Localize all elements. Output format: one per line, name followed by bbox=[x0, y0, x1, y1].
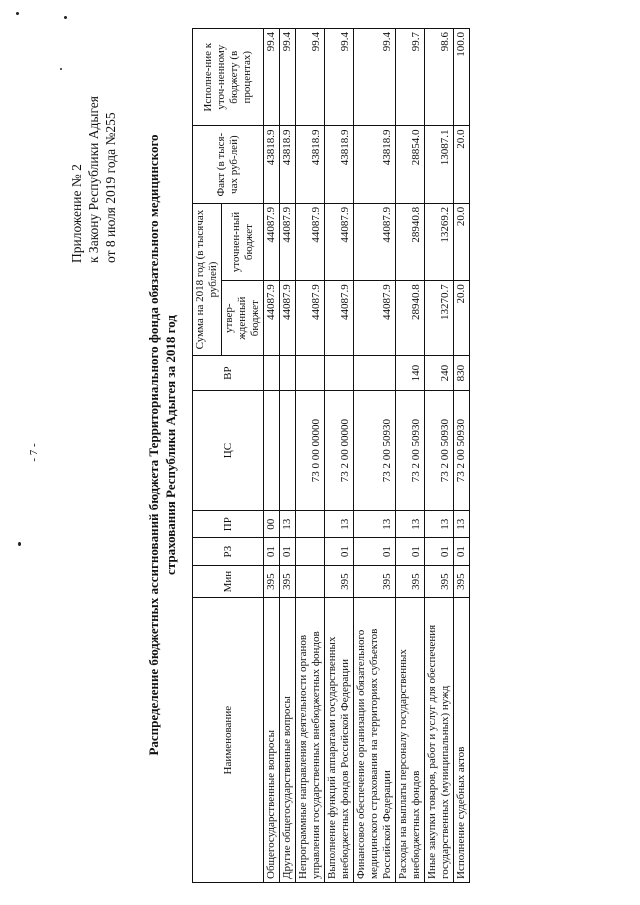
cell-approved: 44087.9 bbox=[296, 281, 325, 356]
cell-execution-pct: 99.4 bbox=[280, 29, 296, 126]
col-header-sum-group: Сумма на 2018 год (в тысячах рублей) bbox=[193, 203, 222, 355]
cell-cs: 73 2 00 50930 bbox=[396, 391, 425, 511]
cell-rz bbox=[296, 538, 325, 565]
cell-name: Выполнение функций аппаратами государственных внебюджетных фондов Российской Федерации bbox=[325, 598, 354, 883]
table-row bbox=[454, 29, 470, 883]
cell-rz: 01 bbox=[354, 538, 396, 565]
cell-pr: 13 bbox=[425, 510, 454, 537]
cell-pr bbox=[296, 510, 325, 537]
cell-pr: 13 bbox=[325, 510, 354, 537]
cell-vr: 240 bbox=[425, 356, 454, 391]
table-row bbox=[280, 29, 296, 883]
cell-vr bbox=[296, 356, 325, 391]
cell-refined: 13269.2 bbox=[425, 203, 454, 280]
appendix-date: от 8 июля 2019 года №255 bbox=[103, 112, 118, 263]
table-row bbox=[264, 29, 280, 883]
cell-cs bbox=[264, 391, 280, 511]
cell-rz: 01 bbox=[396, 538, 425, 565]
cell-name: Расходы на выплаты персоналу государственных внебюджетных фондов bbox=[396, 598, 425, 883]
cell-approved: 44087.9 bbox=[280, 281, 296, 356]
table-row bbox=[296, 29, 325, 883]
cell-name: Исполнение судебных актов bbox=[454, 598, 470, 883]
cell-vr bbox=[354, 356, 396, 391]
cell-rz: 01 bbox=[280, 538, 296, 565]
cell-approved: 13270.7 bbox=[425, 281, 454, 356]
title-line-1: Распределение бюджетных ассигнований бюджета Территориального фонда обязательного медицинского bbox=[146, 134, 161, 756]
col-header-approved: утвер-жденный бюджет bbox=[222, 281, 264, 356]
cell-rz: 01 bbox=[454, 538, 470, 565]
cell-refined: 44087.9 bbox=[280, 203, 296, 280]
cell-min: 395 bbox=[354, 565, 396, 597]
col-header-pr: ПР bbox=[193, 510, 264, 537]
table-row bbox=[325, 29, 354, 883]
cell-fact: 13087.1 bbox=[425, 126, 454, 203]
cell-min: 395 bbox=[280, 565, 296, 597]
cell-min: 395 bbox=[454, 565, 470, 597]
cell-refined: 44087.9 bbox=[264, 203, 280, 280]
cell-refined: 44087.9 bbox=[296, 203, 325, 280]
col-header-refined: уточнен-ный бюджет bbox=[222, 203, 264, 280]
cell-fact: 43818.9 bbox=[354, 126, 396, 203]
table-row bbox=[425, 29, 454, 883]
cell-vr bbox=[325, 356, 354, 391]
cell-min: 395 bbox=[325, 565, 354, 597]
cell-fact: 28854.0 bbox=[396, 126, 425, 203]
cell-execution-pct: 100.0 bbox=[454, 29, 470, 126]
cell-pr: 13 bbox=[396, 510, 425, 537]
cell-refined: 44087.9 bbox=[325, 203, 354, 280]
col-header-rz: РЗ bbox=[193, 538, 264, 565]
cell-min bbox=[296, 565, 325, 597]
cell-execution-pct: 98.6 bbox=[425, 29, 454, 126]
cell-refined: 44087.9 bbox=[354, 203, 396, 280]
cell-execution-pct: 99.4 bbox=[296, 29, 325, 126]
cell-fact: 43818.9 bbox=[296, 126, 325, 203]
cell-fact: 43818.9 bbox=[325, 126, 354, 203]
cell-cs: 73 2 00 50930 bbox=[454, 391, 470, 511]
cell-vr bbox=[280, 356, 296, 391]
table-row bbox=[354, 29, 396, 883]
cell-approved: 44087.9 bbox=[264, 281, 280, 356]
appendix-number: Приложение № 2 bbox=[69, 164, 84, 263]
budget-table bbox=[192, 28, 470, 883]
cell-vr: 140 bbox=[396, 356, 425, 391]
cell-approved: 20.0 bbox=[454, 281, 470, 356]
cell-name: Иные закупки товаров, работ и услуг для обеспечения государственных (муниципальных) нужд bbox=[425, 598, 454, 883]
cell-execution-pct: 99.4 bbox=[325, 29, 354, 126]
cell-approved: 28940.8 bbox=[396, 281, 425, 356]
col-header-name: Наименование bbox=[193, 598, 264, 883]
document-title bbox=[145, 45, 179, 845]
cell-name: Непрограммные направления деятельности органов управления государственных внебюджетных фондов bbox=[296, 598, 325, 883]
cell-fact: 43818.9 bbox=[264, 126, 280, 203]
cell-name: Другие общегосударственные вопросы bbox=[280, 598, 296, 883]
cell-min: 395 bbox=[264, 565, 280, 597]
cell-execution-pct: 99.7 bbox=[396, 29, 425, 126]
cell-refined: 20.0 bbox=[454, 203, 470, 280]
cell-approved: 44087.9 bbox=[325, 281, 354, 356]
cell-approved: 44087.9 bbox=[354, 281, 396, 356]
cell-cs bbox=[280, 391, 296, 511]
col-header-cs: ЦС bbox=[193, 391, 264, 511]
cell-vr bbox=[264, 356, 280, 391]
cell-cs: 73 2 00 00000 bbox=[325, 391, 354, 511]
cell-rz: 01 bbox=[325, 538, 354, 565]
col-header-vr: ВР bbox=[193, 356, 264, 391]
cell-execution-pct: 99.4 bbox=[354, 29, 396, 126]
cell-rz: 01 bbox=[264, 538, 280, 565]
cell-cs: 73 0 00 00000 bbox=[296, 391, 325, 511]
col-header-execution: Исполне-ние к уточ-ненному бюджету (в процентах) bbox=[193, 29, 264, 126]
cell-pr: 13 bbox=[354, 510, 396, 537]
appendix-header bbox=[68, 96, 119, 263]
col-header-min: Мин bbox=[193, 565, 264, 597]
col-header-fact: Факт (в тыся-чах руб-лей) bbox=[193, 126, 264, 203]
cell-min: 395 bbox=[425, 565, 454, 597]
header-row bbox=[193, 29, 222, 883]
cell-vr: 830 bbox=[454, 356, 470, 391]
cell-refined: 28940.8 bbox=[396, 203, 425, 280]
cell-execution-pct: 99.4 bbox=[264, 29, 280, 126]
cell-pr: 00 bbox=[264, 510, 280, 537]
cell-name: Общегосударственные вопросы bbox=[264, 598, 280, 883]
cell-name: Финансовое обеспечение организации обязательного медицинского страхования на территориях субъектов Российской Федерации bbox=[354, 598, 396, 883]
cell-rz: 01 bbox=[425, 538, 454, 565]
cell-pr: 13 bbox=[454, 510, 470, 537]
cell-min: 395 bbox=[396, 565, 425, 597]
table-row bbox=[396, 29, 425, 883]
appendix-law: к Закону Республики Адыгея bbox=[86, 95, 101, 263]
cell-cs: 73 2 00 50930 bbox=[425, 391, 454, 511]
cell-fact: 43818.9 bbox=[280, 126, 296, 203]
page-number: - 7 - bbox=[28, 443, 40, 462]
cell-pr: 13 bbox=[280, 510, 296, 537]
cell-fact: 20.0 bbox=[454, 126, 470, 203]
title-line-2: страхования Республики Адыгея за 2018 год bbox=[163, 315, 178, 575]
cell-cs: 73 2 00 50930 bbox=[354, 391, 396, 511]
